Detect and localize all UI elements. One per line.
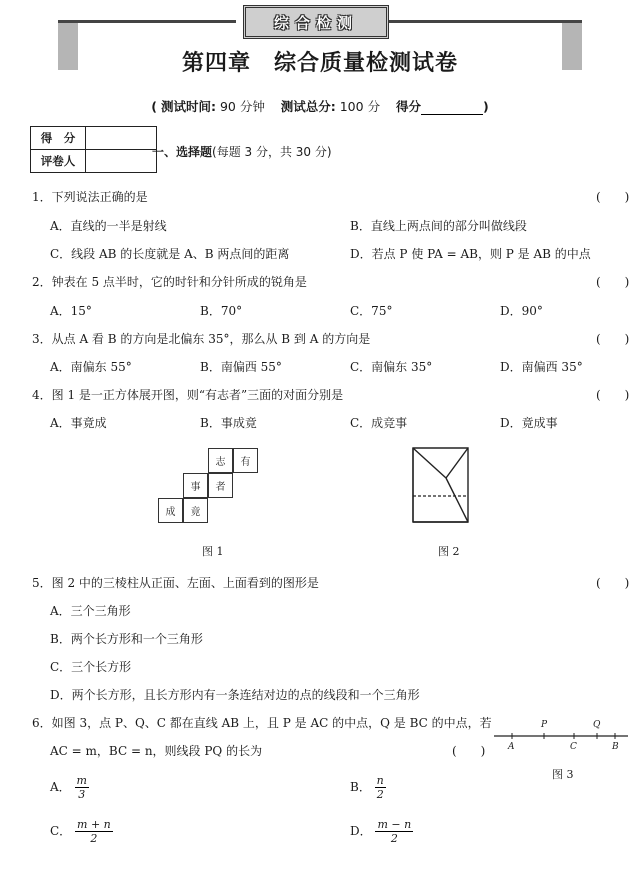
score-row-label: 得 分 [31,127,86,150]
q5-option-c: C．三个长方形 [50,660,132,674]
section-heading: 一、选择题(每题 3 分，共 30 分) [152,145,332,159]
q1-option-b: B．直线上两点间的部分叫做线段 [350,219,527,233]
answer-paren-5[interactable]: ( ) [596,576,630,590]
q4-option-b: B．事成竟 [200,416,257,430]
score-cell[interactable] [86,127,157,150]
label-c: C [570,742,577,752]
score-table [30,126,157,173]
fraction-c: $\frac{m + n}{2}$ [77,818,111,845]
figure-3-caption: 图 3 [552,768,574,781]
score-label: 得分 [395,99,421,114]
figure-1-caption: 图 1 [202,545,224,558]
q1-option-a: A．直线的一半是射线 [50,219,167,233]
score-blank[interactable] [421,102,483,115]
net-cell-cheng: 成 [158,498,183,523]
fraction-b: $\frac{n}{2}$ [376,774,384,801]
figure-2-caption: 图 2 [438,545,460,558]
q2-option-a: A．15° [50,304,92,318]
figure-2-prism [408,440,498,530]
answer-paren-6[interactable]: ( ) [452,744,486,758]
q2-option-b: B．70° [200,304,243,318]
label-p: P [541,720,548,730]
answer-paren-1[interactable]: ( ) [596,190,630,204]
section-banner: 综合检测 [243,5,389,39]
q5-option-b: B．两个长方形和一个三角形 [50,632,203,646]
net-cell-you: 有 [233,448,258,473]
q5-option-d: D．两个长方形，且长方形内有一条连结对边的点的线段和一个三角形 [50,688,420,702]
net-cell-jing: 竟 [183,498,208,523]
question-2: 2．钟表在 5 点半时，它的时针和分针所成的锐角是 [32,275,307,289]
answer-paren-2[interactable]: ( ) [596,275,630,289]
header-rule-left [58,20,236,23]
q4-option-a: A．事竟成 [50,416,107,430]
label-q: Q [593,720,601,730]
answer-paren-3[interactable]: ( ) [596,332,630,346]
q3-option-d: D．南偏西 35° [500,360,583,374]
q6-option-b: B． $\frac{n}{2}$ [350,774,384,801]
q5-option-a: A．三个三角形 [50,604,131,618]
score-total-value: 100 分 [339,99,381,114]
figure-3-line [492,714,630,754]
q6-option-d: D． $\frac{m - n}{2}$ [350,818,412,845]
time-value: 90 分钟 [219,99,265,114]
net-cell-zhe: 者 [208,473,233,498]
answer-paren-4[interactable]: ( ) [596,388,630,402]
q4-option-d: D．竟成事 [500,416,558,430]
grader-row-label: 评卷人 [31,150,86,173]
q6-option-a: A． $\frac{m}{3}$ [50,774,87,801]
score-total-label: 测试总分: [280,99,336,114]
q4-option-c: C．成竞事 [350,416,408,430]
header-rule-right [388,20,582,23]
fraction-d: $\frac{m - n}{2}$ [377,818,412,845]
q1-option-d: D．若点 P 使 PA = AB，则 P 是 AB 的中点 [350,247,591,261]
q3-option-c: C．南偏东 35° [350,360,433,374]
grader-cell[interactable] [86,150,157,173]
q2-option-c: C．75° [350,304,393,318]
q1-option-c: C．线段 AB 的长度就是 A、B 两点间的距离 [50,247,290,261]
q2-option-d: D．90° [500,304,543,318]
question-4: 4．图 1 是一正方体展开图，则“有志者”三面的对面分别是 [32,388,344,402]
exam-info: ( 测试时间: 90 分钟 测试总分: 100 分 得分 ) [151,99,489,114]
page-title: 第四章 综合质量检测试卷 [181,51,458,76]
fraction-a: $\frac{m}{3}$ [76,774,87,801]
question-1: 1．下列说法正确的是 [32,190,148,204]
question-6-line-2: AC = m，BC = n，则线段 PQ 的长为 [50,744,263,758]
q3-option-a: A．南偏东 55° [50,360,132,374]
q3-option-b: B．南偏西 55° [200,360,282,374]
question-3: 3．从点 A 看 B 的方向是北偏东 35°，那么从 B 到 A 的方向是 [32,332,371,346]
q6-option-c: C． $\frac{m + n}{2}$ [50,818,111,845]
net-cell-zhi: 志 [208,448,233,473]
time-label: 测试时间: [160,99,216,114]
label-b: B [612,742,619,752]
question-5: 5．图 2 中的三棱柱从正面、左面、上面看到的图形是 [32,576,319,590]
question-6: 6．如图 3，点 P、Q、C 都在直线 AB 上，且 P 是 AC 的中点，Q 是 BC 的中点，若 [32,716,492,730]
net-cell-shi: 事 [183,473,208,498]
label-a: A [508,742,515,752]
